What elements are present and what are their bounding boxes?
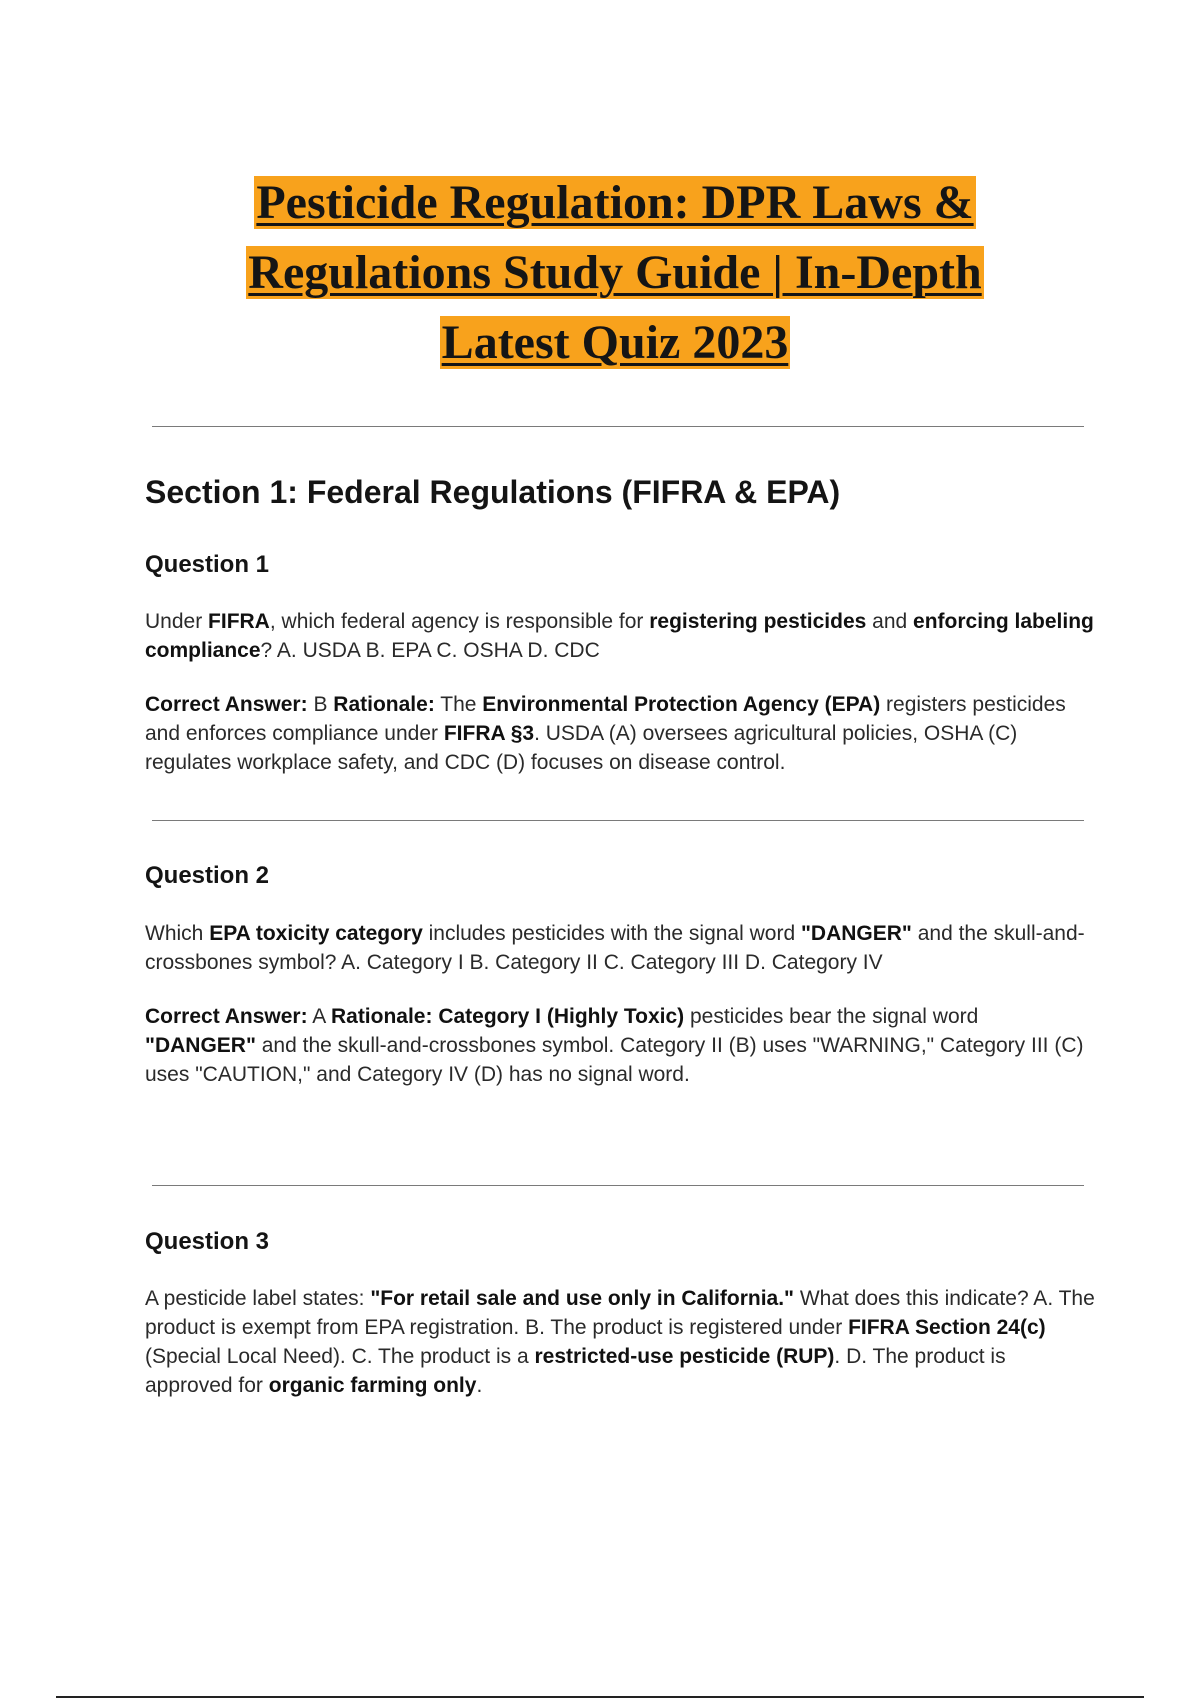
section-title: Section 1: Federal Regulations (FIFRA & EPA) bbox=[145, 474, 841, 510]
title-line-2: Regulations Study Guide | In-Depth bbox=[248, 246, 982, 299]
title-line-3: Latest Quiz 2023 bbox=[441, 316, 789, 369]
divider bbox=[152, 1185, 1084, 1186]
page-bottom-rule bbox=[56, 1696, 1144, 1698]
question-2-answer: Correct Answer: A Rationale: Category I (Highly Toxic) pesticides bear the signal word "DANGER" and the skull-and-crossbones symbol. Category II (B) uses "WARNING," Category III (C) uses "CAUTION," and Category IV (D) has no signal word. bbox=[145, 1005, 1084, 1086]
question-2-heading: Question 2 bbox=[145, 862, 270, 889]
question-3-text: A pesticide label states: "For retail sale and use only in California." What does this indicate? A. The product is exempt from EPA registration. B. The product is registered under FIFRA Section 24(c) (Special Local Need). C. The product is a restricted-use pesticide (RUP). D. The product is approved for organic farming only. bbox=[145, 1287, 1095, 1397]
question-1-heading: Question 1 bbox=[145, 551, 270, 578]
question-2-text: Which EPA toxicity category includes pesticides with the signal word "DANGER" and the skull-and-crossbones symbol? A. Category I B. Category II C. Category III D. Category IV bbox=[145, 922, 1085, 974]
title-line-1: Pesticide Regulation: DPR Laws & bbox=[256, 176, 974, 229]
document-title bbox=[100, 168, 1130, 378]
divider bbox=[152, 820, 1084, 821]
question-3-heading: Question 3 bbox=[145, 1228, 270, 1255]
divider bbox=[152, 426, 1084, 427]
question-1-answer: Correct Answer: B Rationale: The Environmental Protection Agency (EPA) registers pesticides and enforces compliance under FIFRA §3. USDA (A) oversees agricultural policies, OSHA (C) regulates workplace safety, and CDC (D) focuses on disease control. bbox=[145, 693, 1066, 774]
question-1-text: Under FIFRA, which federal agency is responsible for registering pesticides and enforcing labeling compliance? A. USDA B. EPA C. OSHA D. CDC bbox=[145, 610, 1094, 662]
